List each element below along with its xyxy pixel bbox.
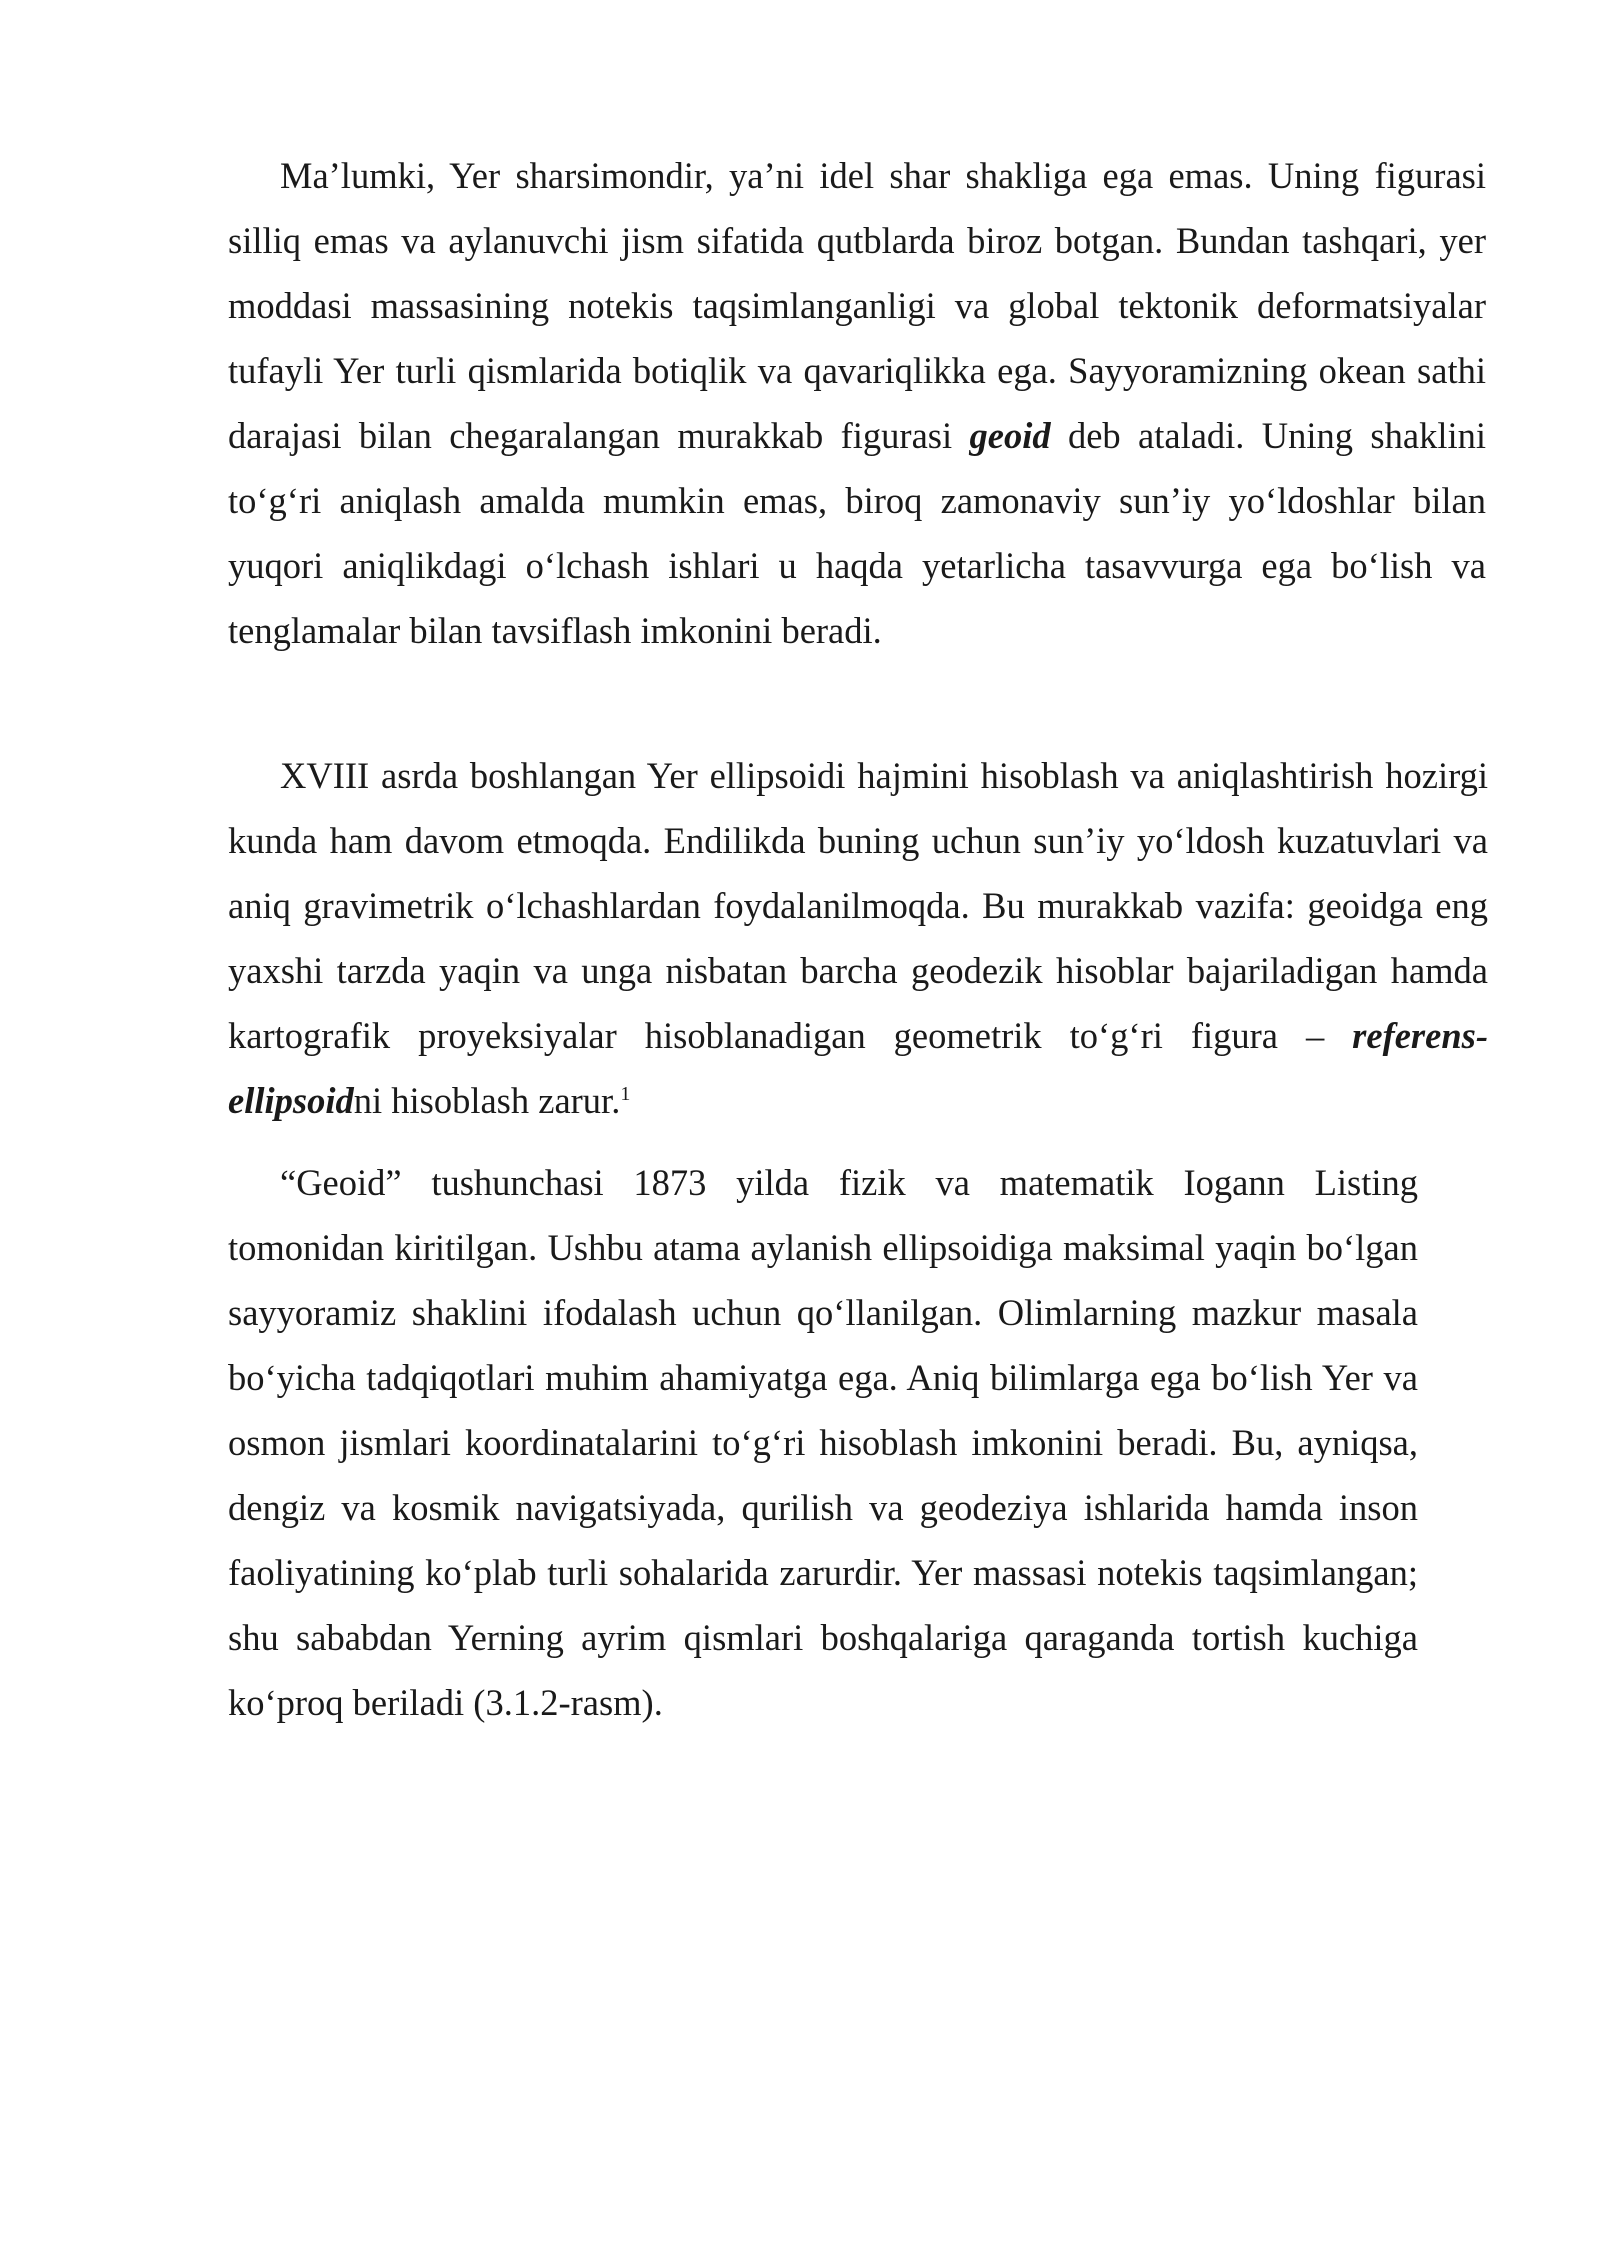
paragraph-text: Ma’lumki, Yer sharsimondir, ya’ni idel shar shakliga ega emas. Uning figurasi silliq emas va aylanuvchi jism sifatida qutblarda biroz botgan. Bundan tashqari, yer moddasi massasining notekis taqsimlanganligi va global tektonik deformatsiyalar tufayli Yer turli qismlarida botiqlik va qavariqlikka ega. Sayyoramizning okean sathi darajasi bilan chegaralangan murakkab figurasi — [228, 155, 1486, 456]
paragraph-geoid-history — [228, 1150, 1418, 1735]
paragraph-text: “Geoid” tushunchasi 1873 yilda fizik va matematik Iogann Listing tomonidan kiritilgan. Ushbu atama aylanish ellipsoidiga maksimal yaqin bo‘lgan sayyoramiz shaklini ifodalash uchun qo‘llanilgan. Olimlarning mazkur masala bo‘yicha tadqiqotlari muhim ahamiyatga ega. Aniq bilimlarga ega bo‘lish Yer va osmon jismlari koordinatalarini to‘g‘ri hisoblash imkonini beradi. Bu, ayniqsa, dengiz va kosmik navigatsiyada, qurilish va geodeziya ishlarida hamda inson faoliyatining ko‘plab turli sohalarida zarurdir. Yer massasi notekis taqsimlangan; shu sababdan Yerning ayrim qismlari boshqalariga qaraganda tortish kuchiga ko‘proq beriladi (3.1.2-rasm). — [228, 1162, 1418, 1723]
term-referens-ellipsoid: referens-ellipsoid — [228, 1015, 1488, 1121]
footnote-marker[interactable]: 1 — [620, 1082, 631, 1105]
paragraph-geoid-definition — [228, 143, 1486, 663]
paragraph-text: ni hisoblash zarur. — [353, 1080, 621, 1121]
term-geoid: geoid — [969, 415, 1051, 456]
paragraph-text: deb ataladi. Uning shaklini to‘g‘ri aniqlash amalda mumkin emas, biroq zamonaviy sun’iy yo‘ldoshlar bilan yuqori aniqlikdagi o‘lchash ishlari u haqda yetarlicha tasavvurga ega bo‘lish va tenglamalar bilan tavsiflash imkonini beradi. — [228, 415, 1486, 651]
paragraph-ellipsoid-calculation — [228, 743, 1488, 1133]
paragraph-text: XVIII asrda boshlangan Yer ellipsoidi hajmini hisoblash va aniqlashtirish hozirgi kunda ham davom etmoqda. Endilikda buning uchun sun’iy yo‘ldosh kuzatuvlari va aniq gravimetrik o‘lchashlardan foydalanilmoqda. Bu murakkab vazifa: geoidga eng yaxshi tarzda yaqin va unga nisbatan barcha geodezik hisoblar bajariladigan hamda kartografik proyeksiyalar hisoblanadigan geometrik to‘g‘ri figura – — [228, 755, 1488, 1056]
